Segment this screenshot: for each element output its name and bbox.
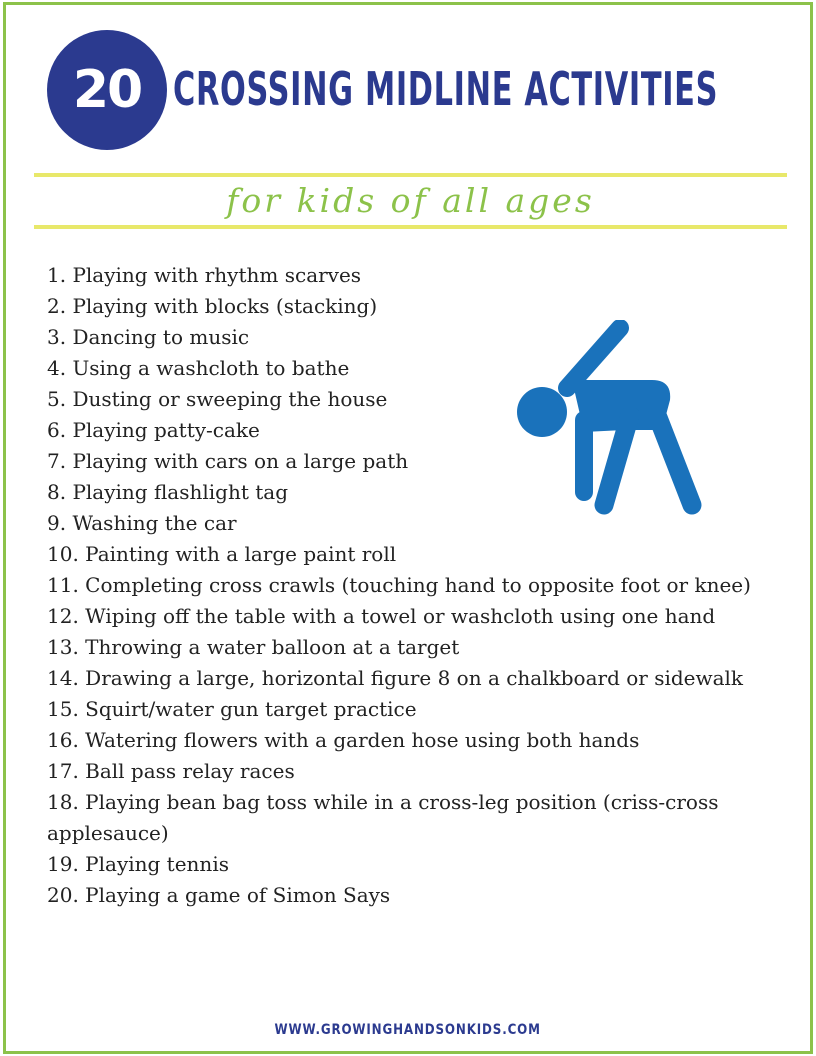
badge-number: 20: [72, 60, 142, 120]
activity-item: 20. Playing a game of Simon Says: [47, 883, 391, 907]
activity-item: 11. Completing cross crawls (touching hand to opposite foot or knee): [47, 573, 751, 597]
activity-item: 17. Ball pass relay races: [47, 759, 295, 783]
activity-item: 2. Playing with blocks (stacking): [47, 294, 378, 318]
website-footer[interactable]: [0, 1022, 816, 1038]
activity-item: 12. Wiping off the table with a towel or washcloth using one hand: [47, 604, 716, 628]
activity-item: 4. Using a washcloth to bathe: [47, 356, 350, 380]
activity-item: 13. Throwing a water balloon at a target: [47, 635, 460, 659]
activity-item: 3. Dancing to music: [47, 325, 250, 349]
activity-item: 14. Drawing a large, horizontal figure 8 on a chalkboard or sidewalk: [47, 666, 744, 690]
figure-right-leg: [657, 415, 692, 505]
divider-top: [34, 173, 787, 177]
website-link[interactable]: WWW.GROWINGHANDSONKIDS.COM: [274, 1022, 542, 1038]
page-subtitle: for kids of all ages: [226, 181, 595, 220]
number-badge: [47, 30, 167, 150]
activity-item: 6. Playing patty-cake: [47, 418, 260, 442]
activity-item: 5. Dusting or sweeping the house: [47, 387, 388, 411]
activity-item: 10. Painting with a large paint roll: [47, 542, 397, 566]
activity-item: 1. Playing with rhythm scarves: [47, 263, 362, 287]
activity-item: 7. Playing with cars on a large path: [47, 449, 409, 473]
activity-item: 8. Playing flashlight tag: [47, 480, 288, 504]
figure-head: [517, 387, 567, 437]
stretching-person-icon: [512, 320, 712, 520]
activity-item: 19. Playing tennis: [47, 852, 229, 876]
activity-item: 15. Squirt/water gun target practice: [47, 697, 417, 721]
figure-raised-arm: [567, 328, 620, 388]
activity-item: 9. Washing the car: [47, 511, 237, 535]
page-title: CROSSING MIDLINE ACTIVITIES: [173, 62, 719, 116]
divider-bottom: [34, 225, 787, 229]
activity-item: 18. Playing bean bag toss while in a cross-leg position (criss-cross applesauce): [47, 790, 719, 845]
activity-item: 16. Watering flowers with a garden hose using both hands: [47, 728, 640, 752]
